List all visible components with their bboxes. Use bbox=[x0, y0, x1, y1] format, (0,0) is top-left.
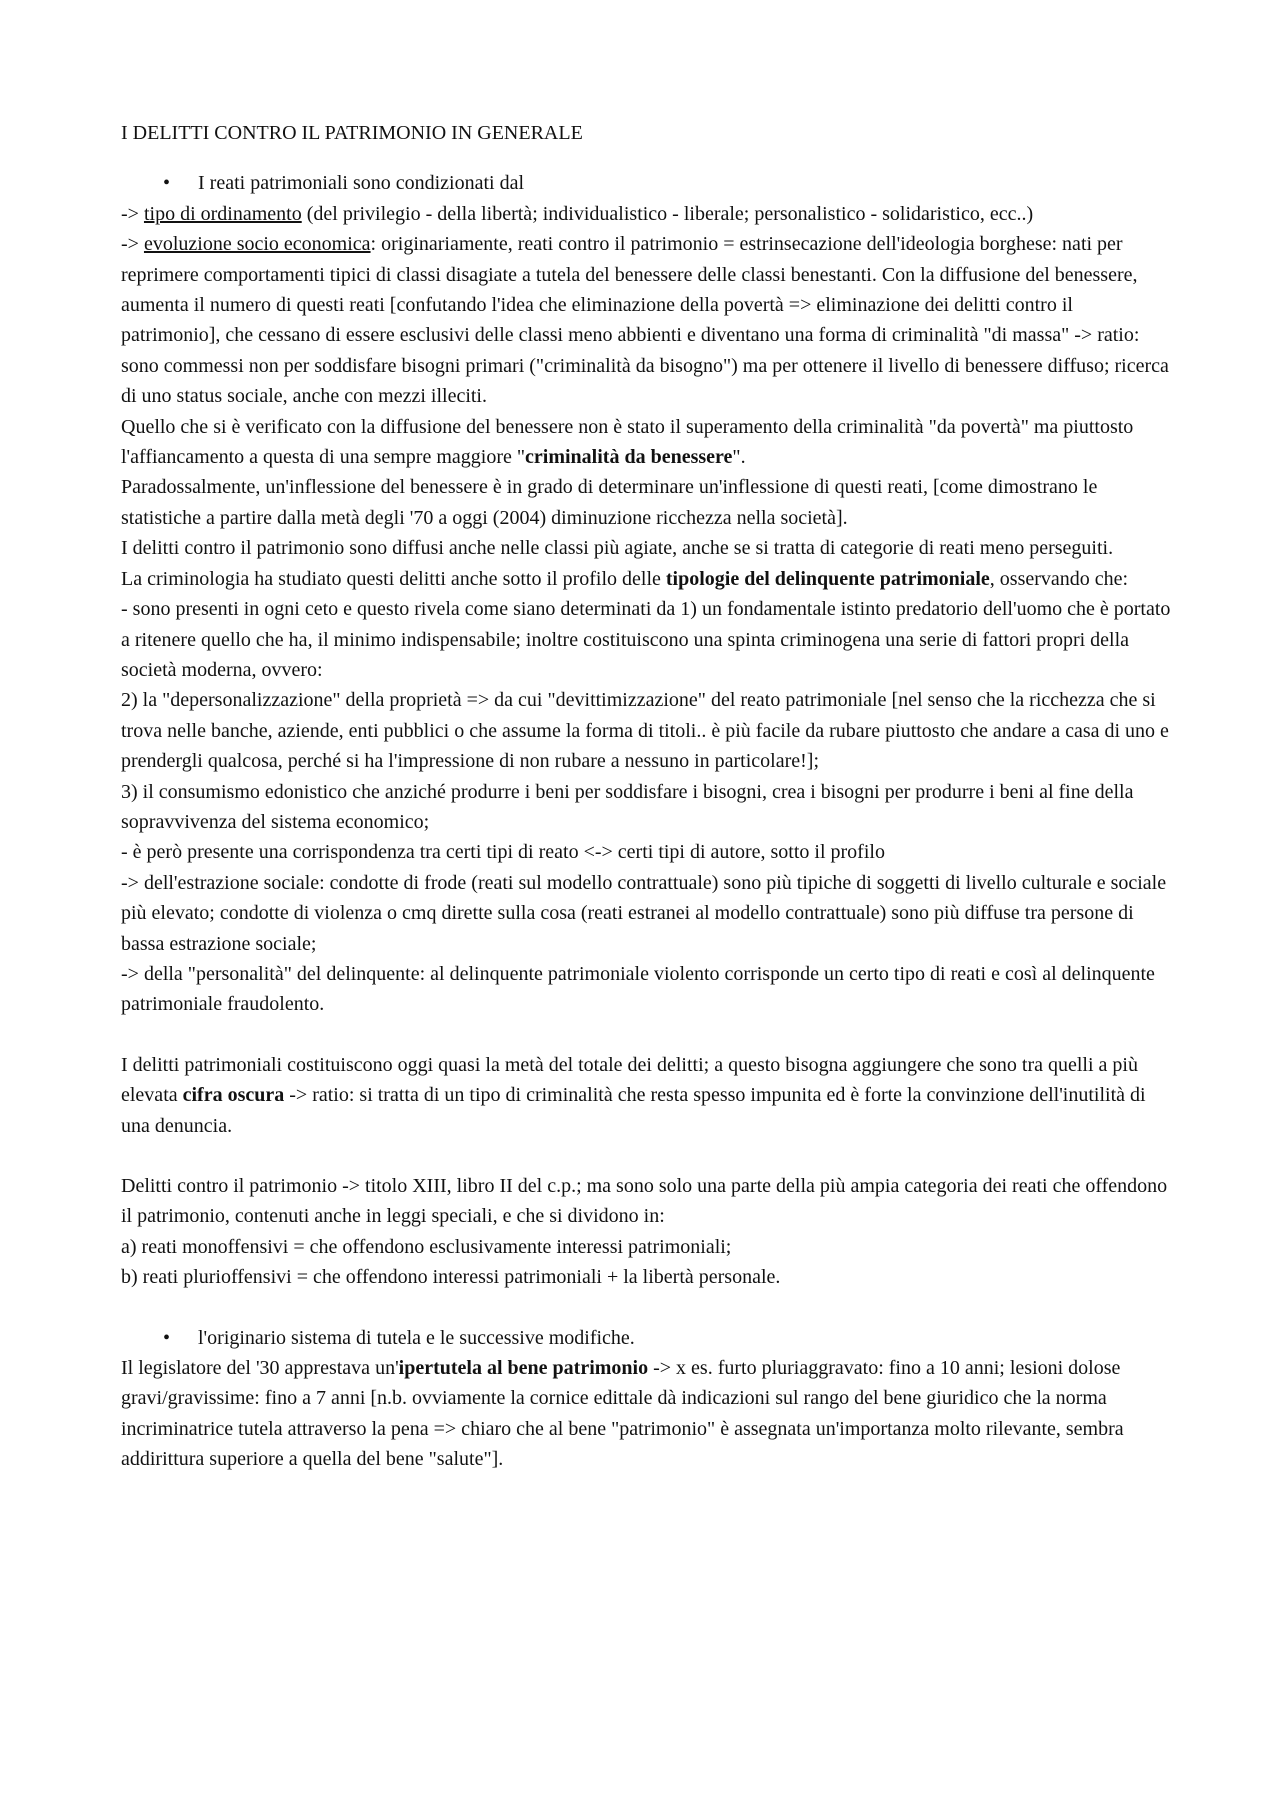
document-page bbox=[121, 118, 1171, 1475]
paragraph-text: Quello che si è verificato con la diffusione del benessere non è stato il superamento della criminalità "da povertà" ma piuttosto l'affiancamento a questa di una sempre maggiore " bbox=[121, 415, 1134, 469]
paragraph-text: ". bbox=[732, 446, 746, 469]
paragraph-depersonalizzazione: 2) la "depersonalizzazione" della proprietà => da cui "devittimizzazione" del reato patrimoniale [nel senso che la ricchezza che si trova nelle banche, aziende, enti pubblici o che assume la forma di titoli.. è più facile da rubare piuttosto che andare a casa di uno e prendergli qualcosa, perché si ha l'impressione di non rubare a nessuno in particolare!]; bbox=[121, 689, 1169, 773]
paragraph-criminalita-benessere bbox=[121, 412, 1171, 473]
underlined-term: tipo di ordinamento bbox=[143, 202, 302, 225]
paragraph-criminologia bbox=[121, 564, 1171, 594]
paragraph-paradossalmente: Paradossalmente, un'inflessione del benessere è in grado di determinare un'inflessione di questi reati, [come dimostrano le statistiche a partire dalla metà degli '70 a oggi (2004) diminuzione ricchezza nella società]. bbox=[121, 476, 1098, 529]
bullet-dot-icon: • bbox=[163, 172, 171, 195]
paragraph-titolo-xiii: Delitti contro il patrimonio -> titolo XIII, libro II del c.p.; ma sono solo una parte della più ampia categoria dei reati che offendono il patrimonio, contenuti anche in leggi speciali, e che si dividono in: bbox=[121, 1175, 1168, 1228]
paragraph-text: (del privilegio - della libertà; individualistico - liberale; personalistico - solidaristico, ecc..) bbox=[301, 202, 1034, 225]
paragraph-text: -> ratio: si tratta di un tipo di criminalità che resta spesso impunita ed è forte la convinzione dell'inutilità di una denuncia. bbox=[121, 1084, 1146, 1137]
paragraph-text: , osservando che: bbox=[989, 567, 1129, 590]
bullet-dot-icon: • bbox=[163, 1326, 171, 1349]
list-item-monoffensivi: a) reati monoffensivi = che offendono esclusivamente interessi patrimoniali; bbox=[121, 1235, 732, 1258]
bold-term: tipologie del delinquente patrimoniale bbox=[665, 567, 990, 590]
paragraph-corrispondenza: - è però presente una corrispondenza tra certi tipi di reato <-> certi tipi di autore, sotto il profilo bbox=[121, 841, 885, 864]
paragraph-estrazione-sociale: -> dell'estrazione sociale: condotte di frode (reati sul modello contrattuale) sono più tipiche di soggetti di livello culturale e sociale più elevato; condotte di violenza o cmq dirette sulla cosa (reati estranei al modello contrattuale) sono più diffuse tra persone di bassa estrazione sociale; bbox=[121, 871, 1167, 955]
list-item-plurioffensivi: b) reati plurioffensivi = che offendono interessi patrimoniali + la libertà personale. bbox=[121, 1266, 781, 1289]
spacer bbox=[121, 148, 1171, 168]
bullet-text: l'originario sistema di tutela e le successive modifiche. bbox=[198, 1326, 635, 1349]
bold-term: cifra oscura bbox=[182, 1084, 285, 1107]
document-title: I DELITTI CONTRO IL PATRIMONIO IN GENERALE bbox=[121, 122, 583, 144]
paragraph-classi-agiate: I delitti contro il patrimonio sono diffusi anche nelle classi più agiate, anche se si tratta di categorie di reati meno perseguiti. bbox=[121, 537, 1114, 560]
paragraph-text: : originariamente, reati contro il patrimonio = estrinsecazione dell'ideologia borghese: nati per reprimere comportamenti tipici di classi disagiate a tutela del benessere delle classi benestanti. Con la diffusione del benessere, aumenta il numero di questi reati [confutando l'idea che eliminazione della povertà => eliminazione dei delitti contro il patrimonio], che cessano di essere esclusivi delle classi meno abbienti e diventano una forma di criminalità "di massa" -> ratio: sono commessi non per soddisfare bisogni primari ("criminalità da bisogno") ma per ottenere il livello di benessere diffuso; ricerca di uno status sociale, anche con mezzi illeciti. bbox=[121, 233, 1169, 408]
paragraph-ordinamento bbox=[121, 199, 1171, 229]
paragraph-text: Il legislatore del '30 apprestava un' bbox=[121, 1357, 399, 1380]
paragraph-text: -> x es. furto pluriaggravato: fino a 10 anni; lesioni dolose gravi/gravissime: fino a 7 anni [n.b. ovviamente la cornice edittale dà indicazioni sul rango del bene giuridico che la norma incriminatrice tutela attraverso la pena => chiaro che al bene "patrimonio" è assegnata un'importanza molto rilevante, sembra addirittura superiore a quella del bene "salute"]. bbox=[121, 1357, 1124, 1471]
spacer bbox=[121, 1141, 1171, 1171]
bold-term: criminalità da benessere bbox=[525, 446, 733, 469]
underlined-term: evoluzione socio economica bbox=[143, 233, 371, 256]
spacer bbox=[121, 1020, 1171, 1050]
arrow-text: -> bbox=[121, 233, 144, 256]
paragraph-text: I delitti patrimoniali costituiscono oggi quasi la metà del totale dei delitti; a questo bisogna aggiungere che sono tra quelli a più elevata bbox=[121, 1053, 1138, 1107]
paragraph-evoluzione bbox=[121, 229, 1171, 411]
arrow-text: -> bbox=[121, 202, 144, 225]
paragraph-ceto: - sono presenti in ogni ceto e questo rivela come siano determinati da 1) un fondamentale istinto predatorio dell'uomo che è portato a ritenere quello che ha, il minimo indispensabile; inoltre costituiscono una spinta criminogena una serie di fattori propri della società moderna, ovvero: bbox=[121, 598, 1171, 681]
bullet-item-2 bbox=[121, 1323, 1171, 1353]
paragraph-cifra-oscura bbox=[121, 1050, 1171, 1141]
bullet-text: I reati patrimoniali sono condizionati dal bbox=[198, 172, 525, 195]
paragraph-consumismo: 3) il consumismo edonistico che anziché produrre i beni per soddisfare i bisogni, crea i bisogni per produrre i beni al fine della sopravvivenza del sistema economico; bbox=[121, 780, 1134, 833]
bullet-item-1 bbox=[121, 168, 1171, 198]
spacer bbox=[121, 1293, 1171, 1323]
paragraph-text: La criminologia ha studiato questi delitti anche sotto il profilo delle bbox=[121, 567, 666, 590]
bold-term: ipertutela al bene patrimonio bbox=[398, 1357, 649, 1380]
paragraph-ipertutela bbox=[121, 1353, 1171, 1475]
paragraph-personalita: -> della "personalità" del delinquente: al delinquente patrimoniale violento corrisponde un certo tipo di reati e così al delinquente patrimoniale fraudolento. bbox=[121, 962, 1155, 1016]
